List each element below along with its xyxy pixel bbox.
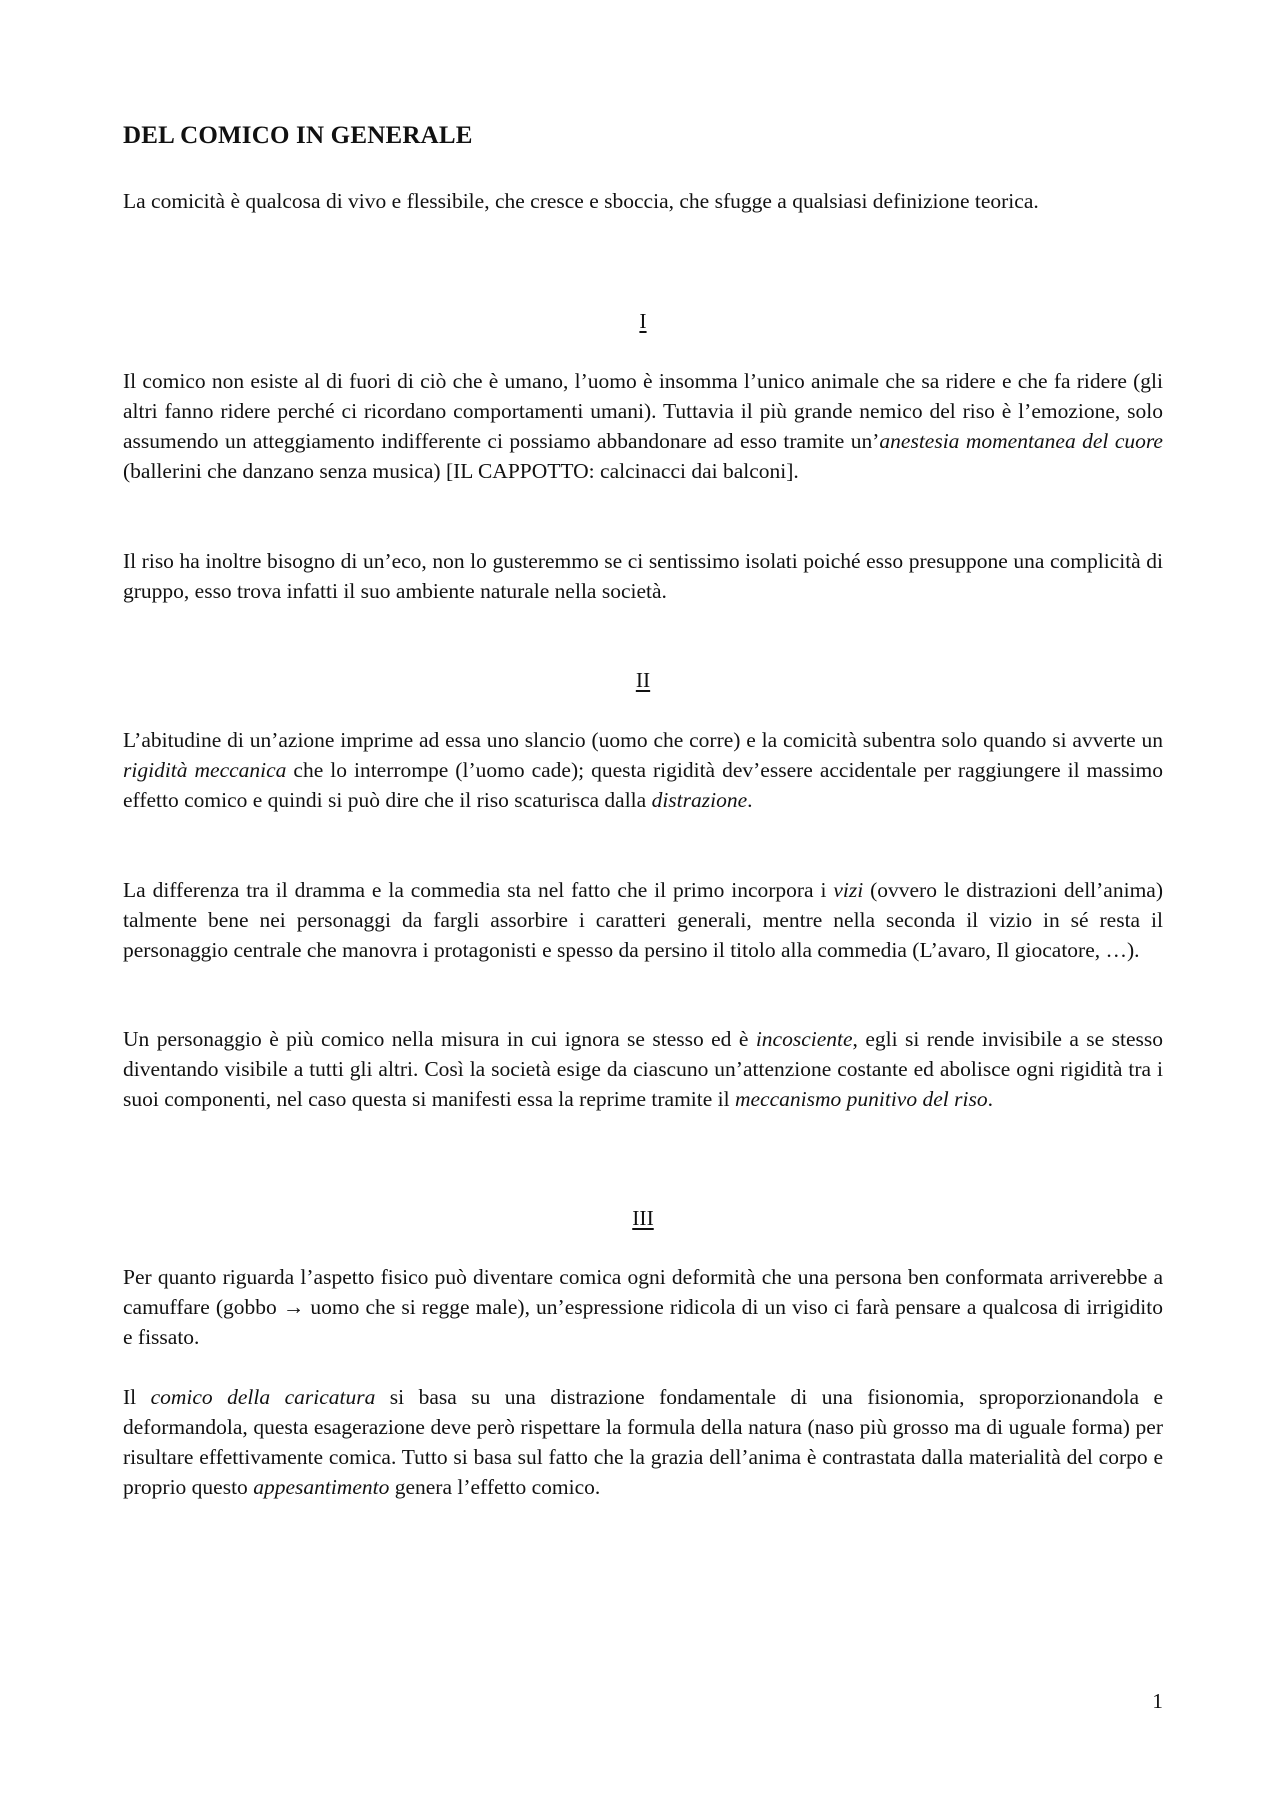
emphasis-run: meccanismo punitivo del riso [734, 1087, 988, 1111]
text-run: uomo che si regge male), un’espressione ridicola di un viso ci farà pensare a qualcosa di irrigidito e fissato. [123, 1295, 1163, 1349]
text-run: si basa su una distrazione fondamentale di una fisionomia, sproporzionandola e deformandola, questa esagerazione deve però rispettare la formula della natura (naso più grosso ma di uguale forma) per risultare effettivamente comica. Tutto si basa sul fatto che la grazia dell’anima è contrastata dalla materialità del corpo e proprio questo [123, 1385, 1164, 1499]
text-run: Il comico non esiste al di fuori di ciò che è umano, l’uomo è insomma l’unico animale che sa ridere e che fa ridere (gli altri fanno ridere perché ci ricordano comportamenti umani). Tuttavia il più grande nemico del riso è l’emozione, solo assumendo un atteggiamento indifferente ci possiamo abbandonare ad esso tramite un’ [123, 369, 1163, 453]
text-run: . [987, 1087, 993, 1111]
text-run: (ballerini che danzano senza musica) [IL CAPPOTTO: calcinacci dai balconi]. [123, 459, 799, 483]
section-heading-3 [123, 1203, 1163, 1233]
section-heading-2-label: II [635, 668, 651, 692]
intro-paragraph: La comicità è qualcosa di vivo e flessibile, che cresce e sboccia, che sfugge a qualsiasi definizione teorica. [123, 189, 1039, 213]
section-3-paragraph-1 [123, 1262, 1163, 1352]
text-run: , egli si rende invisibile a se stesso diventando visibile a tutti gli altri. Così la società esige da ciascuno un’attenzione costante ed abolisce ogni rigidità tra i suoi componenti, nel caso questa si manifesti essa la reprime tramite il [123, 1027, 1163, 1111]
section-1-paragraph-1 [123, 366, 1163, 486]
section-heading-3-label: III [632, 1206, 654, 1230]
text-run: Un personaggio è più comico nella misura in cui ignora se stesso ed è [123, 1027, 756, 1051]
document-title: DEL COMICO IN GENERALE [123, 122, 473, 149]
text-run: La differenza tra il dramma e la commedia sta nel fatto che il primo incorpora i [123, 878, 834, 902]
emphasis-run: vizi [833, 878, 864, 902]
emphasis-run: comico della caricatura [150, 1385, 376, 1409]
emphasis-run: rigidità meccanica [123, 758, 287, 782]
text-run: (ovvero le distrazioni dell’anima) talmente bene nei personaggi da fargli assorbire i caratteri generali, mentre nella seconda il vizio in sé resta il personaggio centrale che manovra i protagonisti e spesso da persino il titolo alla commedia (L’avaro, Il giocatore, …). [123, 878, 1163, 962]
page-number: 1 [1152, 1689, 1163, 1713]
section-heading-1 [123, 306, 1163, 336]
section-1-paragraph-2 [123, 546, 1163, 606]
arrow-icon: → [282, 1295, 305, 1319]
text-run: che lo interrompe (l’uomo cade); questa rigidità dev’essere accidentale per raggiungere il massimo effetto comico e quindi si può dire che il riso scaturisca dalla [123, 758, 1163, 812]
section-2-paragraph-2 [123, 875, 1163, 965]
emphasis-run: distrazione [651, 788, 748, 812]
section-2-paragraph-1 [123, 725, 1163, 815]
emphasis-run: appesantimento [253, 1475, 390, 1499]
section-3-paragraph-2 [123, 1382, 1163, 1502]
text-run: Il [123, 1385, 151, 1409]
text-run: Per quanto riguarda l’aspetto fisico può diventare comica ogni deformità che una persona ben conformata arriverebbe a camuffare (gobbo [123, 1265, 1163, 1319]
text-run: Il riso ha inoltre bisogno di un’eco, non lo gusteremmo se ci sentissimo isolati poiché esso presuppone una complicità di gruppo, esso trova infatti il suo ambiente naturale nella società. [123, 549, 1163, 603]
document-page [123, 0, 1163, 1811]
text-run: L’abitudine di un’azione imprime ad essa uno slancio (uomo che corre) e la comicità subentra solo quando si avverte un [123, 728, 1163, 752]
text-run: . [747, 788, 753, 812]
emphasis-run: anestesia momentanea del cuore [879, 429, 1163, 453]
text-run: genera l’effetto comico. [389, 1475, 601, 1499]
section-heading-1-label: I [639, 309, 647, 333]
section-2-paragraph-3 [123, 1024, 1163, 1114]
emphasis-run: incosciente [755, 1027, 853, 1051]
section-heading-2 [123, 665, 1163, 695]
